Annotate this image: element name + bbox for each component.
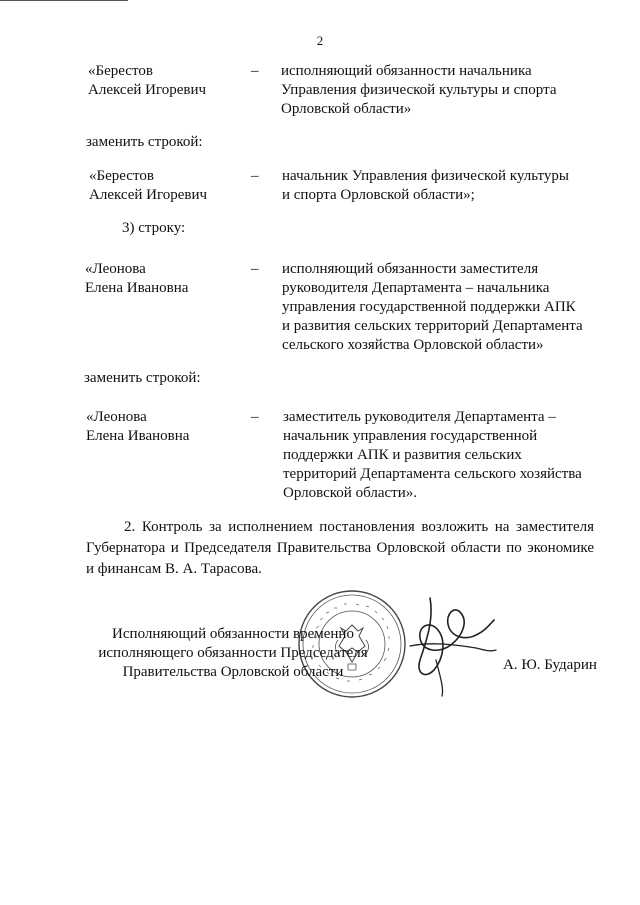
row-2-text: начальник Управления физической культуры и спорта Орловской области»; [282, 168, 569, 203]
row-1-dash: – [251, 63, 259, 79]
row-4-text: заместитель руководителя Департамента – начальник управления государственной поддержки АПК и развития сельских территорий Департамента сельского хозяйства Орловской области». [283, 409, 582, 501]
row-4-dash: – [251, 409, 259, 425]
row-2-dash: – [251, 168, 259, 184]
row-3-dash: – [251, 261, 259, 277]
row-1-text: исполняющий обязанности начальника Управления физической культуры и спорта Орловской области» [281, 63, 557, 117]
row-3-name: «Леонова Елена Ивановна [85, 261, 189, 296]
replace-line-2: заменить строкой: [84, 370, 201, 386]
signatory-name: А. Ю. Бударин [503, 657, 597, 673]
row-2-name: «Берестов Алексей Игоревич [89, 168, 208, 203]
paragraph-2: 2. Контроль за исполнением постановления возложить на заместителя Губернатора и Председателя Правительства Орловской области по экономике и финансам В. А. Тарасова. [86, 519, 594, 577]
row-3-text: исполняющий обязанности заместителя руководителя Департамента – начальника управления государственной поддержки АПК и развития сельских территорий Департамента сельского хозяйства Орловской области» [282, 261, 583, 353]
replace-line-1: заменить строкой: [86, 134, 203, 150]
row-1-name: «Берестов Алексей Игоревич [88, 63, 207, 98]
page-number: 2 [316, 33, 324, 48]
signatory-position: Исполняющий обязанности временно исполняющего обязанности Председателя Правительства Орловской области [98, 626, 368, 680]
top-rule [0, 0, 128, 1]
handwritten-signature [390, 590, 500, 700]
item-3-label: 3) строку: [122, 220, 186, 236]
row-4-name: «Леонова Елена Ивановна [86, 409, 190, 444]
